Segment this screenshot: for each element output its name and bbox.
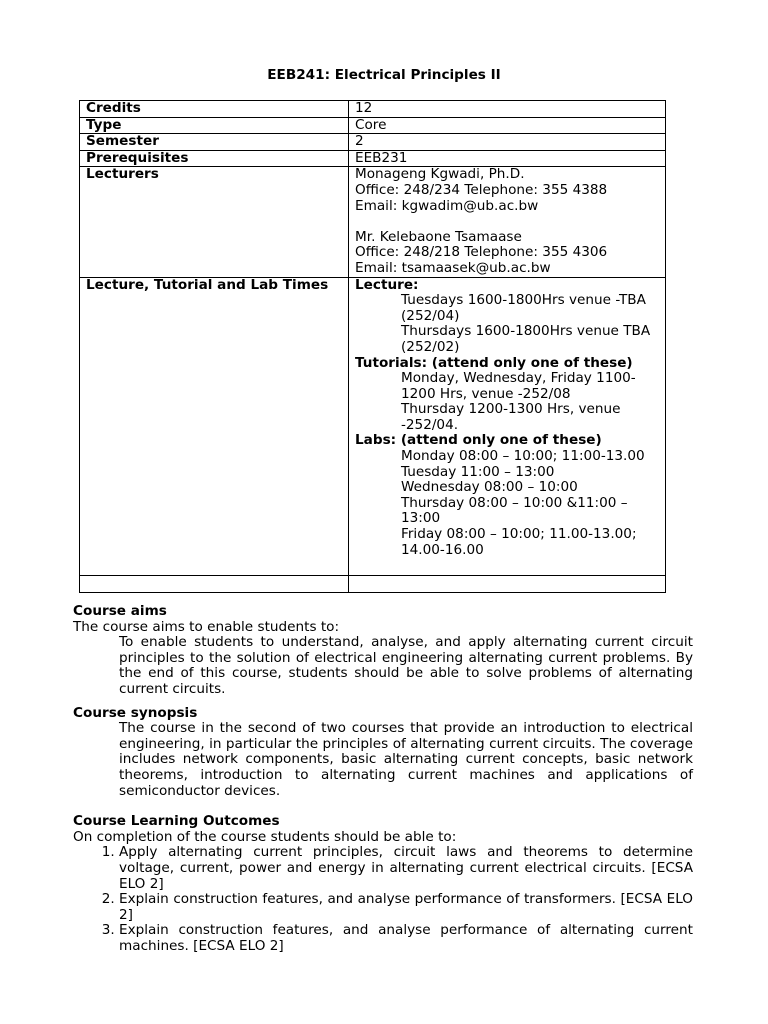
outcomes-list <box>73 845 693 954</box>
empty-cell <box>349 576 666 593</box>
lab-item: Monday 08:00 – 10:00; 11:00-13.00 <box>401 448 645 465</box>
synopsis-body: The course in the second of two courses that provide an introduction to electrical engineering, in particular the principles of alternating current circuits. The coverage includes network components, basic alternating current concepts, basic network theorems, introduction to alternating current machines and applications of semiconductor devices. <box>119 720 693 799</box>
row-value: Core <box>349 117 666 134</box>
table-row <box>80 150 666 167</box>
table-row-times <box>80 277 666 576</box>
row-key: Prerequisites <box>80 150 349 167</box>
empty-cell <box>80 576 349 593</box>
tutorial-item: Thursday 1200-1300 Hrs, venue -252/04. <box>401 401 621 433</box>
row-key: Credits <box>80 101 349 118</box>
row-value: 2 <box>349 134 666 151</box>
aims-heading: Course aims <box>73 603 167 619</box>
outcomes-intro: On completion of the course students should be able to: <box>73 828 457 845</box>
lab-item: Friday 08:00 – 10:00; 11.00-13.00; 14.00-16.00 <box>401 526 637 558</box>
tutorial-item: Monday, Wednesday, Friday 1100-1200 Hrs, venue -252/08 <box>401 370 636 402</box>
table-row <box>80 134 666 151</box>
list-item: 3. Explain construction features, and analyse performance of alternating current machines. [ECSA ELO 2] <box>119 923 693 954</box>
lecture-item: Thursdays 1600-1800Hrs venue TBA (252/02) <box>401 323 651 355</box>
table-row <box>80 101 666 118</box>
tutorial-heading: Tutorials: (attend only one of these) <box>355 354 633 371</box>
outcomes-heading: Course Learning Outcomes <box>73 813 280 830</box>
course-description <box>73 604 693 954</box>
aims-intro: The course aims to enable students to: <box>73 618 340 635</box>
times-value <box>349 277 666 576</box>
course-info-table <box>79 100 666 593</box>
list-item: 1. Apply alternating current principles, circuit laws and theorems to determine voltage, current, power and energy in alternating current electrical circuits. [ECSA ELO 2] <box>119 845 693 892</box>
lecturers-value: Monageng Kgwadi, Ph.D. Office: 248/234 Telephone: 355 4388 Email: kgwadim@ub.ac.bw Mr. Kelebaone Tsamaase Office: 248/218 Telephone: 355 4306 Email: tsamaasek@ub.ac.bw <box>349 167 666 277</box>
lab-item: Wednesday 08:00 – 10:00 <box>401 479 578 496</box>
lecture-heading: Lecture: <box>355 276 419 293</box>
times-key: Lecture, Tutorial and Lab Times <box>80 277 349 576</box>
table-row <box>80 117 666 134</box>
table-row-lecturers <box>80 167 666 277</box>
row-key: Type <box>80 117 349 134</box>
document-title: EEB241: Electrical Principles II <box>267 67 501 83</box>
row-value: 12 <box>349 101 666 118</box>
row-key: Semester <box>80 134 349 151</box>
aims-body: To enable students to understand, analyse, and apply alternating current circuit principles to the solution of electrical engineering alternating current problems. By the end of this course, students should be able to solve problems of alternating current circuits. <box>119 634 693 697</box>
synopsis-heading: Course synopsis <box>73 704 198 721</box>
lecture-item: Tuesdays 1600-1800Hrs venue -TBA (252/04) <box>401 292 646 324</box>
lab-item: Thursday 08:00 – 10:00 &11:00 – 13:00 <box>401 494 628 527</box>
list-item: 2. Explain construction features, and analyse performance of transformers. [ECSA ELO 2] <box>119 892 693 923</box>
lab-item: Tuesday 11:00 – 13:00 <box>401 463 555 480</box>
table-row-empty <box>80 576 666 593</box>
row-value: EEB231 <box>349 150 666 167</box>
labs-heading: Labs: (attend only one of these) <box>355 432 602 449</box>
lecturers-key: Lecturers <box>80 167 349 277</box>
